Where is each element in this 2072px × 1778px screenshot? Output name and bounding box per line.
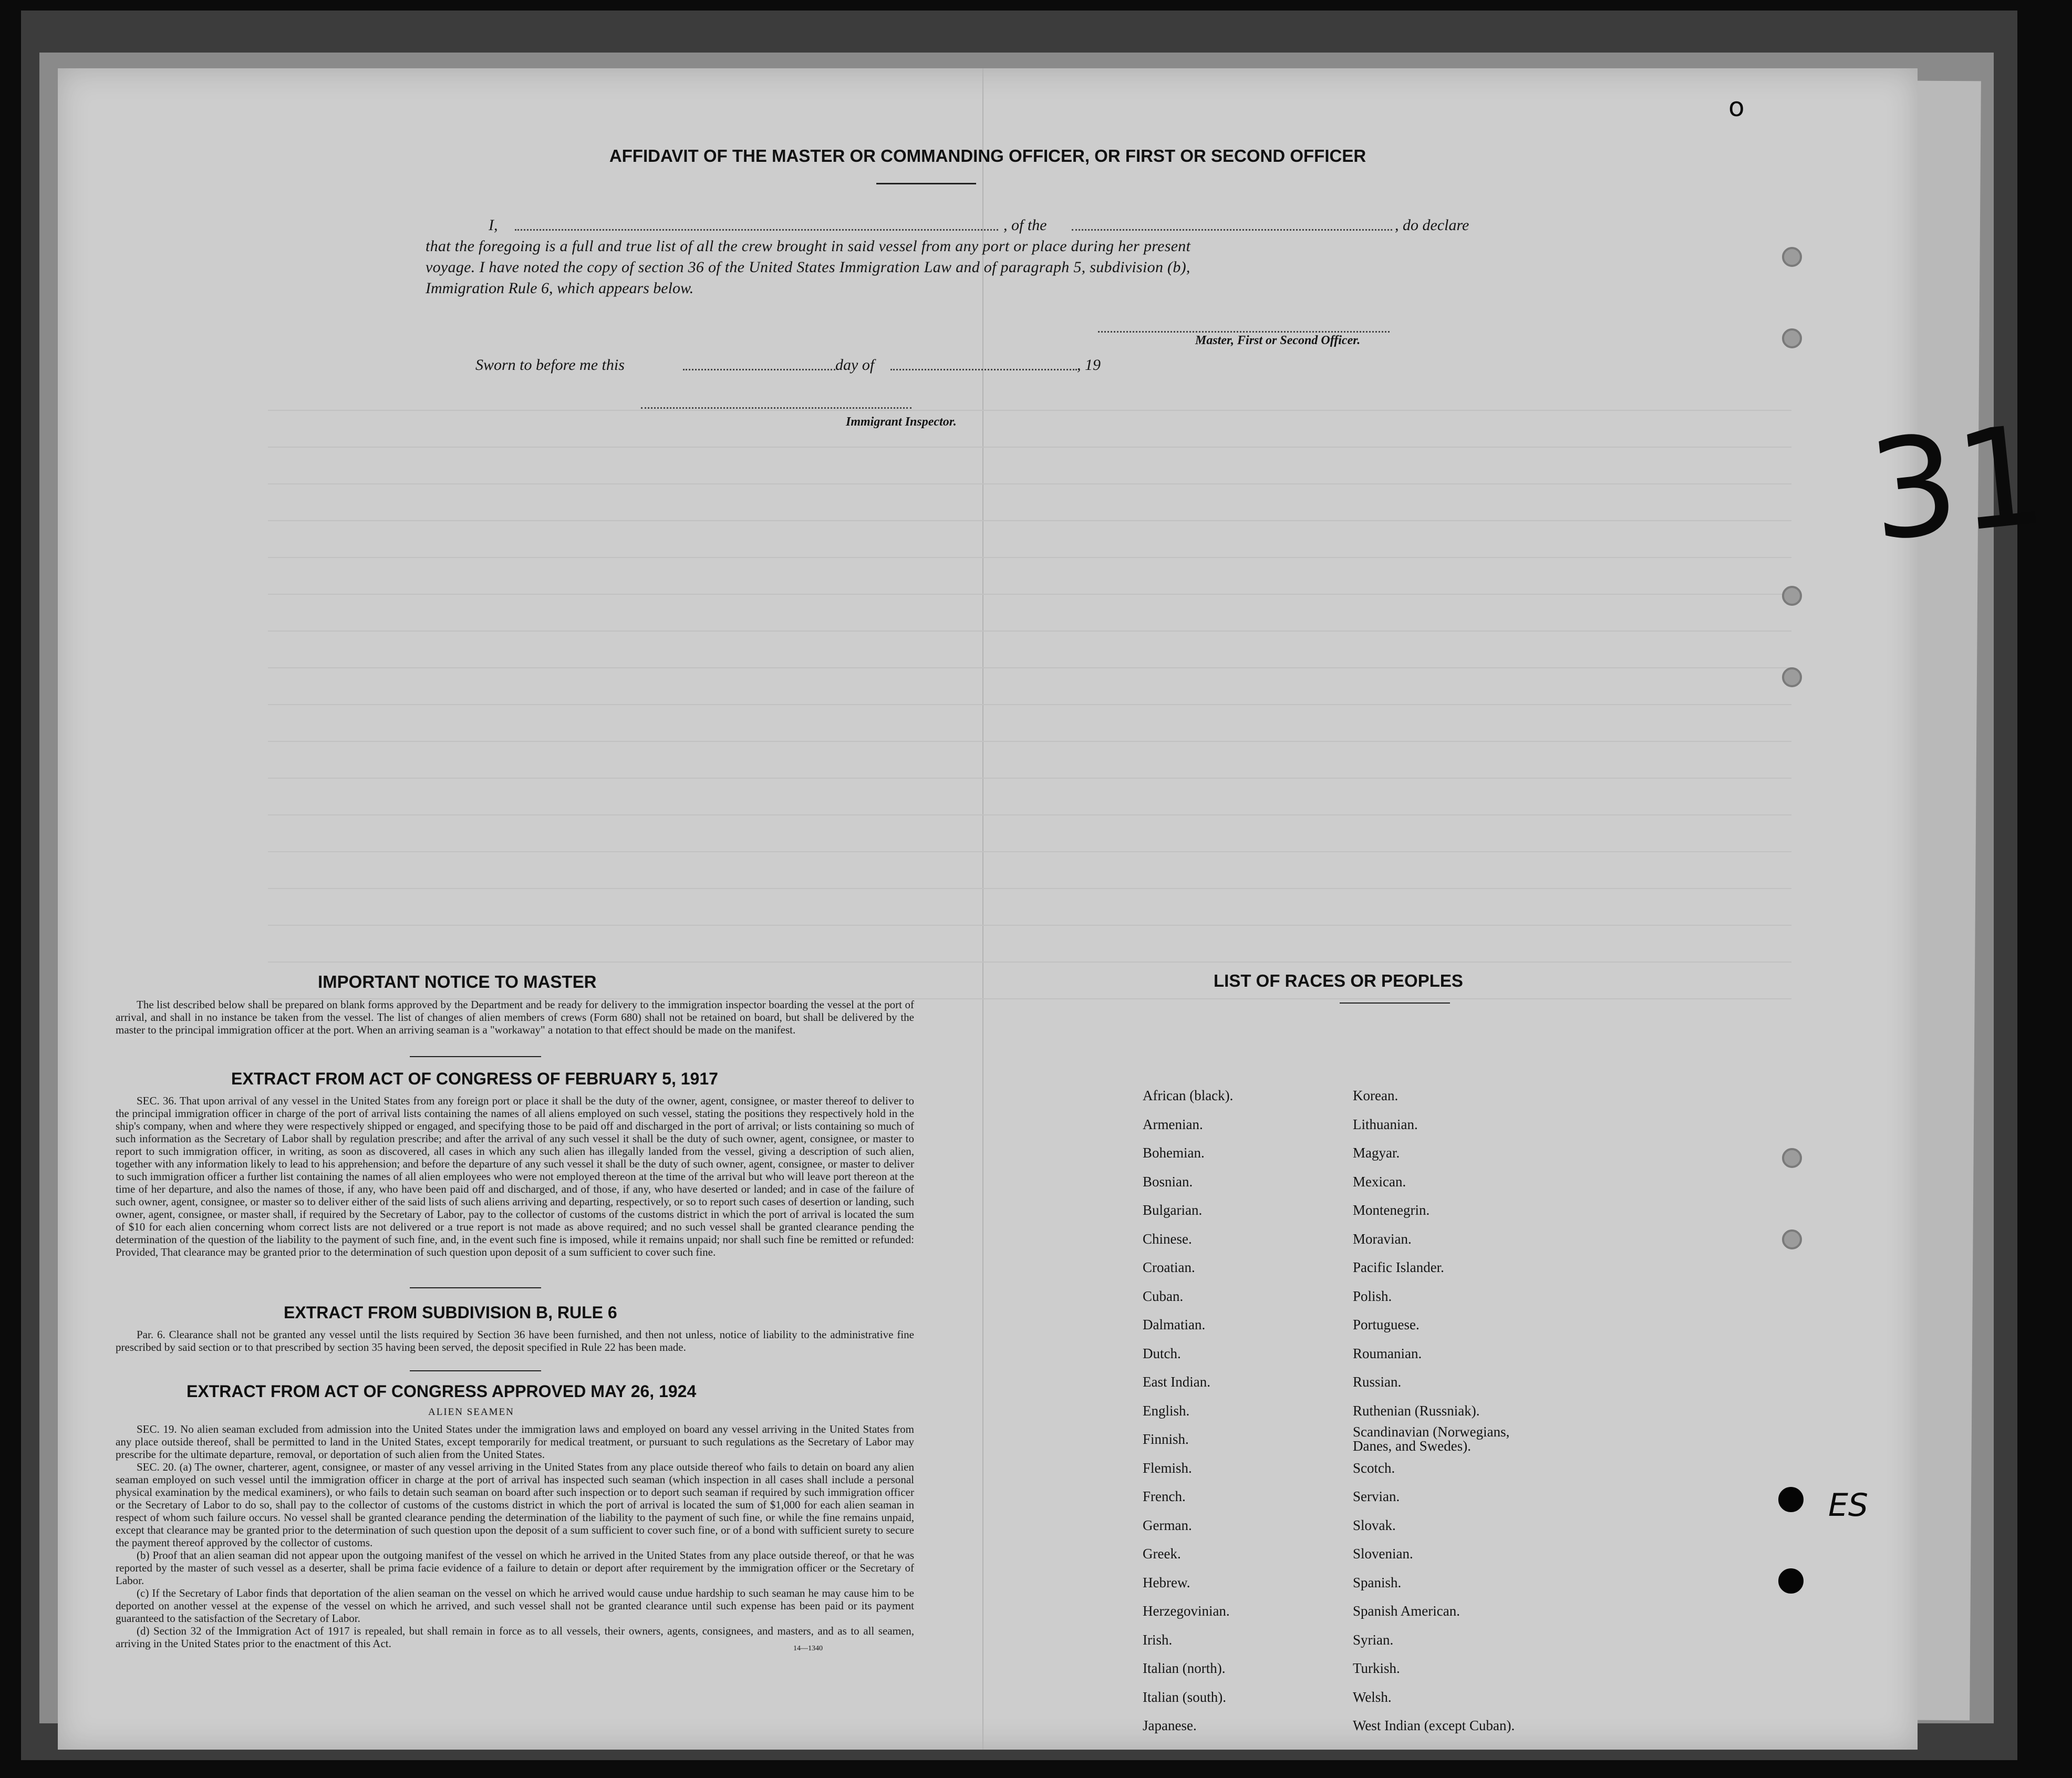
bleed-through-line [268, 778, 1791, 779]
bleed-through-line [268, 741, 1791, 742]
bleed-through-line [268, 925, 1791, 926]
bleed-through-line [268, 520, 1791, 521]
race-item: Lithuanian. [1353, 1116, 1418, 1132]
race-item: Scotch. [1353, 1460, 1395, 1476]
bleed-through-line [268, 483, 1791, 484]
race-item: Ruthenian (Russniak). [1353, 1402, 1480, 1419]
section-divider [410, 1056, 541, 1057]
page-fold-line [982, 68, 983, 1750]
race-item: Polish. [1353, 1288, 1392, 1304]
race-item: East Indian. [1143, 1374, 1210, 1390]
affidavit-statement-line3: Immigration Rule 6, which appears below. [426, 280, 694, 297]
section-divider [410, 1287, 541, 1288]
race-item: Spanish. [1353, 1574, 1402, 1590]
bleed-through-line [268, 667, 1791, 668]
race-item: Italian (south). [1143, 1689, 1226, 1705]
notice-title: IMPORTANT NOTICE TO MASTER [318, 972, 597, 991]
binder-hole [1782, 586, 1802, 606]
affidavit-statement-line2: voyage. I have noted the copy of section 36 of the United States Immigration Law and of paragraph 5, subdivision (b), [426, 259, 1190, 276]
race-item: West Indian (except Cuban). [1353, 1718, 1515, 1733]
race-item: Scandinavian (Norwegians, Danes, and Swedes). [1353, 1424, 1510, 1454]
section-divider [410, 1370, 541, 1371]
bleed-through-line [268, 851, 1791, 852]
binder-hole [1782, 328, 1802, 348]
binder-hole [1778, 1487, 1804, 1512]
race-item: Flemish. [1143, 1460, 1192, 1476]
handwritten-corner-mark: o [1728, 92, 1745, 122]
race-item: Korean. [1353, 1088, 1398, 1103]
inspector-label: Immigrant Inspector. [846, 415, 957, 429]
officer-signature-label: Master, First or Second Officer. [1195, 334, 1361, 347]
extract-1917-title: EXTRACT FROM ACT OF CONGRESS OF FEBRUARY 5, 1917 [231, 1069, 718, 1088]
race-item: Cuban. [1143, 1288, 1184, 1304]
manifest-page [58, 68, 1918, 1750]
extract-1917-text [116, 1094, 914, 1258]
affidavit-title: AFFIDAVIT OF THE MASTER OR COMMANDING OFFICER, OR FIRST OR SECOND OFFICER [609, 146, 1366, 166]
bleed-through-line [268, 594, 1791, 595]
sworn-year: , 19 [1077, 356, 1101, 374]
form-number: 14—1340 [793, 1645, 823, 1652]
race-item: Magyar. [1353, 1145, 1400, 1161]
notice-paragraph: The list described below shall be prepared on blank forms approved by the Department and be ready for delivery to the immigration inspector boarding the vessel at the port of arrival, and shall in no instance be taken from the vessel. The list of changes of alien members of crews (Form 680) shall not be retained on board, but shall be delivered by the master to the principal immigration officer at the port. When an arriving seaman is a "workaway" a notation to that effect should be made on the manifest. [116, 998, 914, 1036]
race-item: Pacific Islander. [1353, 1259, 1444, 1275]
race-item: Hebrew. [1143, 1574, 1190, 1590]
binder-hole [1782, 1229, 1802, 1249]
affidavit-i: I, [489, 216, 498, 234]
race-item: Spanish American. [1353, 1603, 1460, 1619]
alien-seamen-subtitle: ALIEN SEAMEN [428, 1407, 514, 1418]
sec20d-paragraph: (d) Section 32 of the Immigration Act of 1917 is repealed, but shall remain in force as to all vessels, their owners, agents, consignees, and masters, and as to all seamen, arriving in the United States prior to the enactment of this Act. [116, 1625, 914, 1650]
extract-rule6-text [116, 1328, 914, 1353]
race-item: Armenian. [1143, 1116, 1203, 1132]
affidavit-do-declare: , do declare [1395, 216, 1469, 234]
races-column-2 [1353, 1081, 1531, 1740]
race-item: Bosnian. [1143, 1173, 1193, 1190]
race-item: Bohemian. [1143, 1145, 1205, 1161]
race-item: Slovak. [1353, 1517, 1396, 1533]
race-item: German. [1143, 1517, 1192, 1533]
race-item: English. [1143, 1402, 1190, 1419]
race-item: Japanese. [1143, 1718, 1197, 1733]
bleed-through-line [268, 962, 1791, 963]
bleed-through-line [268, 814, 1791, 815]
affidavit-statement-line1: that the foregoing is a full and true list of all the crew brought in said vessel from any port or place during her present [426, 237, 1191, 255]
race-item: Montenegrin. [1353, 1202, 1430, 1218]
sec20c-paragraph: (c) If the Secretary of Labor finds that deportation of the alien seaman on the vessel on which he arrived would cause undue hardship to such seaman he may cause him to be deported on another vessel at the expense of the vessel on which he arrived, and such vessel shall not be granted clearance until such expense has been paid or its payment guaranteed to the satisfaction of the Secretary of Labor. [116, 1587, 914, 1625]
race-item: Servian. [1353, 1488, 1400, 1504]
sworn-day-blank[interactable] [683, 369, 835, 370]
vessel-name-blank[interactable] [1072, 229, 1392, 231]
race-item: Croatian. [1143, 1259, 1195, 1275]
race-item: Syrian. [1353, 1631, 1394, 1648]
notice-text [116, 998, 914, 1036]
bleed-through-line [268, 704, 1791, 705]
race-item: Finnish. [1143, 1431, 1189, 1447]
sworn-month-blank[interactable] [890, 369, 1077, 370]
race-item: Moravian. [1353, 1231, 1412, 1247]
race-item: Slovenian. [1353, 1546, 1413, 1562]
race-item: Italian (north). [1143, 1660, 1226, 1676]
affidavit-of-the: , of the [1003, 216, 1047, 234]
race-item: Greek. [1143, 1546, 1181, 1562]
sec20b-paragraph: (b) Proof that an alien seaman did not appear upon the outgoing manifest of the vessel on which he arrived in the United States from any place outside thereof, or that he was reported by the master of such vessel as a deserter, shall be prima facie evidence of a failure to detain or deport after requirement by the immigration officer or the Secretary of Labor. [116, 1549, 914, 1587]
race-item: Irish. [1143, 1631, 1173, 1648]
race-item: French. [1143, 1488, 1186, 1504]
extract-1917-paragraph: SEC. 36. That upon arrival of any vessel in the United States from any foreign port or place it shall be the duty of the owner, agent, consignee, or master thereof to deliver to the principal immigration officer in charge of the port of arrival lists containing the names of all aliens employed on such vessel, stating the positions they respectively hold in the ship's company, when and where they were respectively shipped or engaged, and specifying those to be paid off and discharged in the port of arrival; or lists containing so much of such information as the Secretary of Labor shall by regulation prescribe; and after the arrival of any such vessel it shall be the duty of such owner, agent, consignee, or master to report to such immigration officer, in writing, as soon as discovered, all cases in which any such alien has illegally landed from the vessel, giving a description of such alien, together with any information likely to lead to his apprehension; and before the departure of any such vessel it shall be the duty of such owner, agent, consignee, or master to deliver to such immigration officer a further list containing the names of all alien employees who were not employed thereon at the time of the arrival but who will leave port thereon at the time of her departure, and also the names of those, if any, who have been paid off and discharged, and of those, if any, who have deserted or landed; and in case of the failure of such owner, agent, consignee, or master so to deliver either of the said lists of such aliens arriving and departing, respectively, or so to report such cases of desertion or landing, such owner, agent, consignee, or master shall, if required by the Secretary of Labor, pay to the collector of customs of the customs district in which the port of arrival is located the sum of $10 for each alien concerning whom correct lists are not delivered or a true report is not made as above required; and no such vessel shall be granted clearance pending the determination of the question of the liability to the payment of such fine, and, in the event such fine is imposed, while it remains unpaid; nor shall such fine be remitted or refunded: Provided, That clearance may be granted prior to the determination of such question upon deposit of a sum sufficient to cover such fine. [116, 1094, 914, 1258]
bleed-through-line [268, 630, 1791, 632]
binder-hole [1778, 1568, 1804, 1594]
extract-rule6-title: EXTRACT FROM SUBDIVISION B, RULE 6 [284, 1303, 617, 1322]
races-title: LIST OF RACES OR PEOPLES [1214, 971, 1463, 990]
binder-hole [1782, 1148, 1802, 1168]
extract-1924-title: EXTRACT FROM ACT OF CONGRESS APPROVED MAY 26, 1924 [187, 1382, 697, 1401]
officer-signature-blank[interactable] [1098, 331, 1390, 333]
race-item: Mexican. [1353, 1173, 1406, 1190]
bleed-through-line [268, 557, 1791, 558]
race-item: Russian. [1353, 1374, 1402, 1390]
bleed-through-line [268, 888, 1791, 889]
handwritten-sheet-number: 31 [1862, 396, 2052, 572]
sec20a-paragraph: SEC. 20. (a) The owner, charterer, agent, consignee, or master of any vessel arriving in the United States from any place outside thereof who fails to detain on board any alien seaman employed on such vessel until the immigration officer in charge at the port of arrival has inspected such seaman (which inspection in all cases shall include a personal physical examination by the medical examiners), or who fails to detain such seaman on board after such inspection or to deport such seaman if required by such immigration officer or the Secretary of Labor to do so, shall pay to the collector of customs of the customs district in which the port of arrival is located the sum of $1,000 for each alien seaman in respect of whom such failure occurs. No vessel shall be granted clearance pending the determination of the liability to the payment of such fine, or while the fine remains unpaid, except that clearance may be granted prior to the determination of such question upon the deposit of a sum sufficient to cover such fine, or of a bond with sufficient surety to secure the payment thereof approved by the collector of customs. [116, 1461, 914, 1549]
race-item: Turkish. [1353, 1660, 1400, 1676]
binder-hole [1782, 247, 1802, 267]
race-item: Chinese. [1143, 1231, 1192, 1247]
sworn-day-of: day of [835, 356, 875, 374]
race-item: Bulgarian. [1143, 1202, 1203, 1218]
race-item: Dalmatian. [1143, 1317, 1206, 1332]
race-item: Roumanian. [1353, 1345, 1422, 1361]
inspector-signature-blank[interactable] [641, 407, 911, 409]
bleed-through-line [268, 410, 1791, 411]
bleed-through-line [268, 447, 1791, 448]
sec19-paragraph: SEC. 19. No alien seaman excluded from admission into the United States under the immigration laws and employed on board any vessel arriving in the United States from any place outside thereof, shall be permitted to land in the United States, except temporarily for medical treatment, or pursuant to such regulations as the Secretary of Labor may prescribe for the ultimate departure, removal, or deportation of such alien from the United States. [116, 1423, 914, 1461]
race-item: Herzegovinian. [1143, 1603, 1230, 1619]
affiant-name-blank[interactable] [515, 229, 998, 231]
handwritten-margin-mark: ES [1828, 1487, 1868, 1524]
affidavit-title-rule [876, 183, 976, 184]
race-item: African (black). [1143, 1088, 1234, 1103]
race-item: Welsh. [1353, 1689, 1392, 1705]
binder-hole [1782, 667, 1802, 687]
extract-1924-text [116, 1423, 914, 1650]
race-item: Portuguese. [1353, 1317, 1420, 1332]
sworn-text: Sworn to before me this [475, 356, 625, 374]
races-column-1 [1143, 1081, 1233, 1740]
extract-rule6-paragraph: Par. 6. Clearance shall not be granted any vessel until the lists required by Section 36 have been furnished, and then not unless, notice of liability to the administrative fine prescribed by said section or to that prescribed by section 35 having been served, the deposit specified in Rule 22 has been made. [116, 1328, 914, 1353]
races-title-rule [1340, 1002, 1450, 1004]
race-item: Dutch. [1143, 1345, 1181, 1361]
